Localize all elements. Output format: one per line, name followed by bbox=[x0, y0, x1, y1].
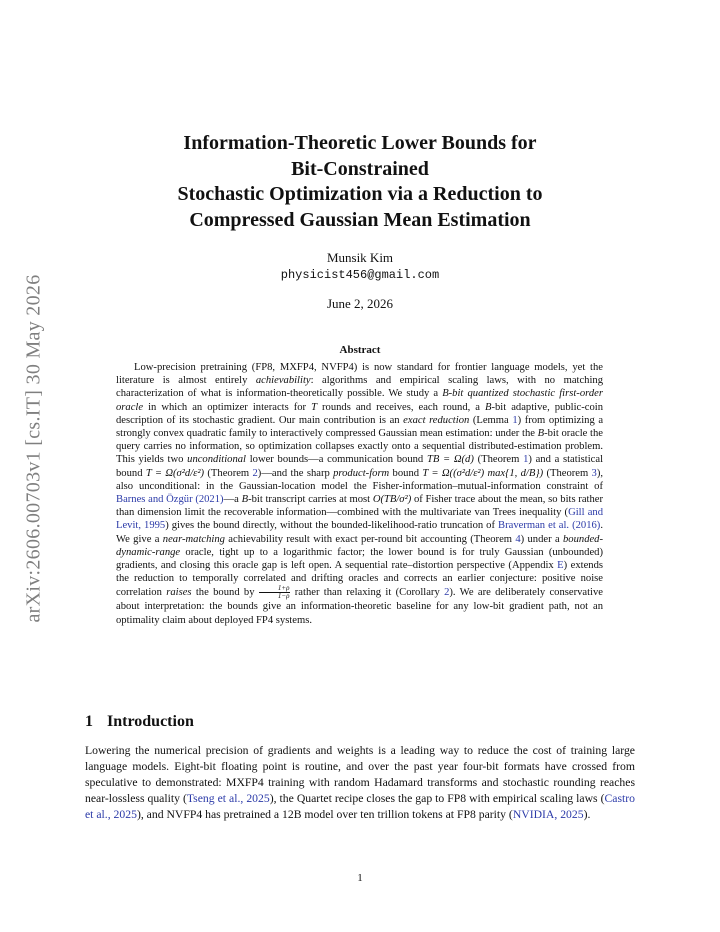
math-expression: B bbox=[241, 494, 249, 506]
fraction-numerator: 1+ρ bbox=[259, 585, 291, 593]
text-run: ) and a statistical bound bbox=[116, 454, 604, 479]
abstract-heading: Abstract bbox=[339, 344, 381, 356]
math-expression: O(TB/σ²) bbox=[372, 494, 412, 506]
citation-link[interactable]: Barnes and Özgür (2021) bbox=[116, 494, 224, 506]
author-name: Munsik Kim bbox=[326, 250, 394, 265]
emphasis-text: near-matching bbox=[162, 533, 225, 545]
text-run: ) extends the reduction to temporally correlated and drifting oracles and corrects an earlier conjecture: positive noise correlation bbox=[116, 560, 603, 599]
citation-link[interactable]: Gill and Levit, 1995 bbox=[116, 507, 603, 532]
text-run: —a bbox=[223, 494, 242, 506]
paper-date: June 2, 2026 bbox=[326, 296, 394, 311]
title-line: Bit-Constrained bbox=[291, 157, 429, 180]
text-run: Low-precision pretraining (FP8, MXFP4, NVFP4) is now standard for frontier language models, yet the literature is almost entirely bbox=[116, 362, 603, 387]
text-run: oracle, tight up to a logarithmic factor; the lower bound is for truly Gaussian (unbounded) gradients, and closing this oracle gap is left open. A sequential rate–distortion perspective (Appendix bbox=[116, 546, 603, 572]
section-heading-introduction bbox=[85, 713, 194, 731]
citation-link[interactable]: E bbox=[557, 560, 564, 572]
text-run: (Theorem bbox=[473, 454, 524, 466]
math-expression: T = Ω(σ²d/ε²) bbox=[145, 467, 205, 479]
text-run: )—and the sharp bbox=[257, 467, 334, 479]
text-run: -bit adaptive, public-coin description of its stochastic gradient. Our main contribution is an bbox=[116, 401, 603, 426]
text-run: bound bbox=[389, 467, 423, 479]
title-line: Compressed Gaussian Mean Estimation bbox=[189, 208, 531, 231]
math-expression: T = Ω((σ²d/ε²) max{1, d/B}) bbox=[422, 467, 544, 479]
text-run: ) under a bbox=[520, 533, 563, 545]
citation-link[interactable]: Castro et al., 2025 bbox=[85, 792, 635, 821]
fraction bbox=[259, 585, 291, 600]
math-expression: B bbox=[537, 428, 545, 440]
citation-link[interactable]: NVIDIA, 2025 bbox=[512, 808, 584, 821]
emphasis-text: achievability bbox=[255, 375, 311, 387]
text-run: ), also unconditional: in the Gaussian-location model the Fisher-information–mutual-information constraint of bbox=[116, 467, 604, 492]
page-number: 1 bbox=[357, 872, 363, 884]
text-run: (Theorem bbox=[543, 467, 592, 479]
citation-link[interactable]: Braverman et al. (2016) bbox=[498, 520, 601, 532]
text-run: in which an optimizer interacts for bbox=[143, 401, 312, 413]
text-run: : algorithms and empirical scaling laws, with no matching characterization of what is information-theoretically possible. We study a bbox=[116, 375, 603, 400]
author-email: physicist456@gmail.com bbox=[280, 268, 440, 282]
emphasis-text: B-bit quantized stochastic first-order oracle bbox=[116, 388, 603, 413]
text-run: -bit oracle the query carries no information, so optimization collapses exactly onto a sequential distributed-estimation problem. This yields two bbox=[116, 428, 603, 466]
section-number: 1 bbox=[85, 713, 93, 730]
text-run: achievability result with exact per-round bit accounting (Theorem bbox=[224, 533, 516, 545]
text-run: ), the Quartet recipe closes the gap to FP8 with empirical scaling laws ( bbox=[269, 792, 605, 805]
fraction-denominator: 1−ρ bbox=[277, 592, 290, 601]
math-expression: T bbox=[311, 401, 317, 413]
text-run: Lowering the numerical precision of gradients and weights is a leading way to reduce the cost of training large language models. Eight-bit floating point is routine, and over the past year four-bit formats have crossed from speculative to demonstrated: MXFP4 training with random Hadamard transforms and stochastic rounding reaches near-lossless quality ( bbox=[85, 744, 635, 805]
title-line: Stochastic Optimization via a Reduction to bbox=[177, 183, 543, 205]
title-line: Information-Theoretic Lower Bounds for bbox=[183, 132, 537, 154]
citation-link[interactable]: 1 bbox=[512, 414, 518, 426]
text-run: ). We are deliberately conservative about interpretation: the bounds give an information-theoretic baseline for any low-bit gradient path, not an optimality claim about deployed FP4 systems. bbox=[116, 587, 603, 626]
text-run: lower bounds—a communication bound bbox=[246, 454, 427, 466]
citation-link[interactable]: Tseng et al., 2025 bbox=[186, 792, 270, 805]
text-run: rounds and receives, each round, a bbox=[317, 401, 485, 413]
emphasis-text: exact reduction bbox=[403, 414, 470, 426]
text-run: . We give a bbox=[116, 520, 603, 545]
emphasis-text: product-form bbox=[333, 467, 390, 479]
citation-link[interactable]: 4 bbox=[515, 533, 521, 545]
text-run: (Theorem bbox=[204, 467, 253, 479]
section-title: Introduction bbox=[107, 713, 194, 730]
math-expression: B bbox=[485, 401, 492, 413]
text-run: rather than relaxing it (Corollary bbox=[290, 587, 445, 599]
text-run: (Lemma bbox=[469, 414, 513, 426]
emphasis-text: raises bbox=[166, 587, 192, 599]
abstract-body bbox=[116, 361, 603, 627]
citation-link[interactable]: 1 bbox=[523, 454, 529, 466]
paper-title bbox=[110, 131, 610, 233]
emphasis-text: unconditional bbox=[187, 454, 246, 466]
citation-link[interactable]: 3 bbox=[591, 467, 597, 479]
citation-link[interactable]: 2 bbox=[252, 467, 258, 479]
text-run: ), and NVFP4 has pretrained a 12B model over ten trillion tokens at FP8 parity ( bbox=[136, 808, 513, 821]
text-run: of Fisher trace about the mean, so bits rather than dimension limit the recoverable information—combined with the multivariate van Trees inequality ( bbox=[116, 494, 603, 519]
math-expression: TB = Ω(d) bbox=[426, 454, 474, 466]
text-run: ). bbox=[583, 808, 591, 821]
text-run: ) from optimizing a strongly convex quadratic family to interactively compressed Gaussian mean estimation: under the bbox=[116, 414, 604, 440]
text-run: the bound by bbox=[191, 587, 259, 599]
text-run: ) gives the bound directly, without the bounded-likelihood-ratio truncation of bbox=[165, 520, 499, 532]
text-run: -bit transcript carries at most bbox=[248, 494, 373, 506]
introduction-paragraph bbox=[85, 743, 635, 823]
citation-link[interactable]: 2 bbox=[444, 587, 450, 599]
emphasis-text: bounded-dynamic-range bbox=[116, 533, 604, 558]
arxiv-identifier: arXiv:2606.00703v1 [cs.IT] 30 May 2026 bbox=[22, 273, 45, 623]
